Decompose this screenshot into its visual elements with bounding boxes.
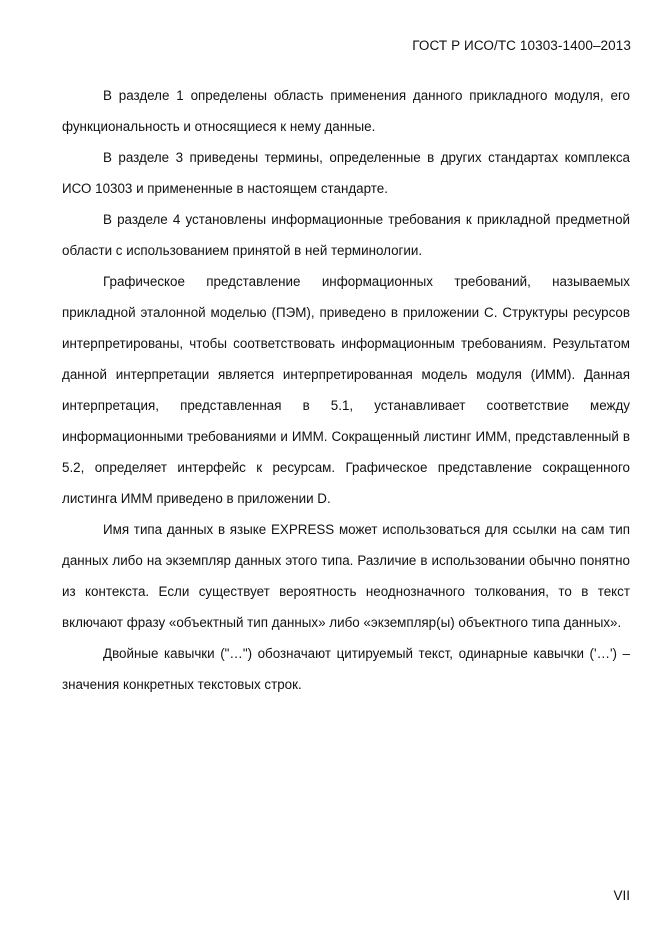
page-number: VII xyxy=(613,888,630,903)
paragraph-quotes: Двойные кавычки ("…") обозначают цитируемый текст, одинарные кавычки ('…') – значения конкретных текстовых строк. xyxy=(62,646,630,692)
paragraph-express-types: Имя типа данных в языке EXPRESS может использоваться для ссылки на сам тип данных либо на экземпляр данных этого типа. Различие в использовании обычно понятно из контекста. Если существует вероятность неоднозначного толкования, то в текст включают фразу «объектный тип данных» либо «экземпляр(ы) объектного типа данных». xyxy=(62,522,630,630)
paragraph-section-3: В разделе 3 приведены термины, определенные в других стандартах комплекса ИСО 10303 и примененные в настоящем стандарте. xyxy=(62,150,630,196)
paragraph-arm-mim: Графическое представление информационных требований, называемых прикладной эталонной моделью (ПЭМ), приведено в приложении C. Структуры ресурсов интерпретированы, чтобы соответствовать информационным требованиям. Результатом данной интерпретации является интерпретированная модель модуля (ИММ). Данная интерпретация, представленная в 5.1, устанавливает соответствие между информационными требованиями и ИММ. Сокращенный листинг ИММ, представленный в 5.2, определяет интерфейс к ресурсам. Графическое представление сокращенного листинга ИММ приведено в приложении D. xyxy=(62,274,630,506)
body-text xyxy=(62,80,630,700)
document-header: ГОСТ Р ИСО/ТС 10303-1400–2013 xyxy=(412,38,631,53)
paragraph-section-4: В разделе 4 установлены информационные требования к прикладной предметной области с использованием принятой в ней терминологии. xyxy=(62,212,630,258)
paragraph-section-1: В разделе 1 определены область применения данного прикладного модуля, его функциональность и относящиеся к нему данные. xyxy=(62,88,630,134)
